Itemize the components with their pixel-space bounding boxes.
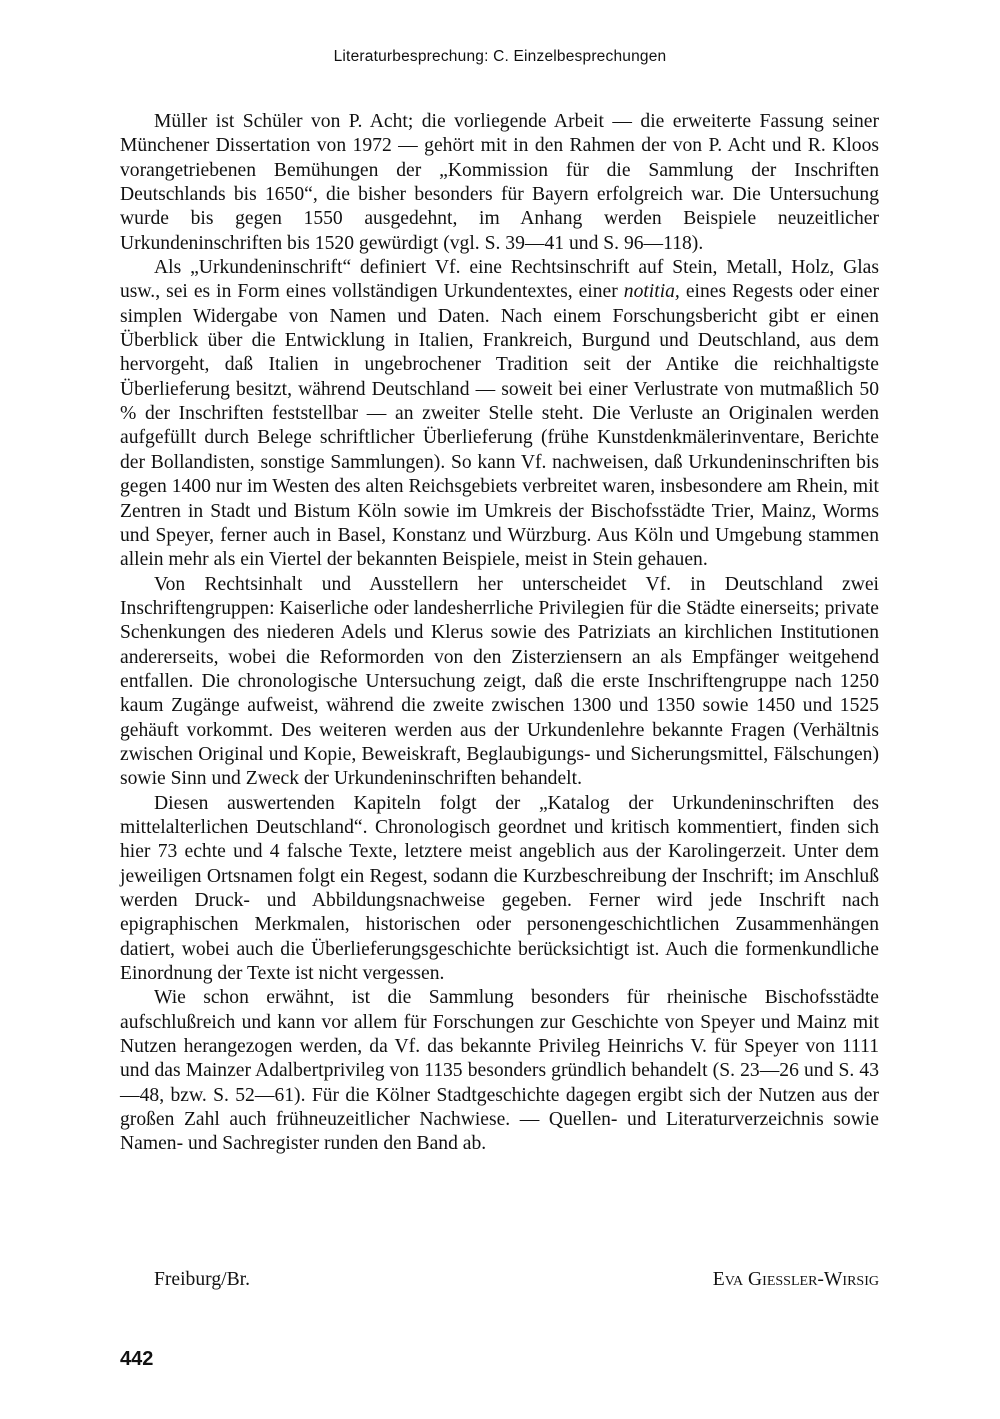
paragraph-3-text: Von Rechtsinhalt und Ausstellern her unterscheidet Vf. in Deutschland zwei Inschriftengruppen: Kaiserliche oder landesherrliche Privilegien für die Städte einerseits; private Schenkungen des niederen Adels und Klerus sowie des Patriziats an kirchlichen Institutionen andererseits, wobei die Reformorden von den Zisterziensern an als Empfänger weitgehend entfallen. Die chronologische Untersuchung zeigt, daß die erste Inschriftengruppe nach 1250 kaum Zugänge aufweist, während die zweite zwischen 1300 und 1350 sowie 1450 und 1525 gehäuft vorkommt. Des weiteren werden aus der Urkundenlehre bekannte Fragen (Verhältnis zwischen Original und Kopie, Beweiskraft, Beglaubigungs- und Sicherungsmittel, Fälschungen) sowie Sinn und Zweck der Urkundeninschriften behandelt. bbox=[120, 573, 879, 790]
paragraph-2-text-b: eines Regests oder einer simplen Widergabe von Namen und Daten. Nach einem Forschungsbericht gibt er einen Überblick über die Entwicklung in Italien, Frankreich, Burgund und Deutschland, aus dem hervorgeht, daß Italien in ungebrochener Tradition seit der Antike die reichhaltigste Überlieferung besitzt, während Deutschland — soweit bei einer Verlustrate von mutmaßlich 50 % der Inschriften feststellbar — an zweiter Stelle steht. Die Verluste an Originalen werden aufgefüllt durch Belege schriftlicher Überlieferung (frühe Kunstdenkmälerinventare, Berichte der Bollandisten, sonstige Sammlungen). So kann Vf. nachweisen, daß Urkundeninschriften bis gegen 1400 nur im Westen des alten Reichsgebiets verbreitet waren, insbesondere am Rhein, mit Zentren in Stadt und Bistum Köln sowie im Umkreis der Bischofsstädte Trier, Mainz, Worms und Speyer, ferner auch in Basel, Konstanz und Würzburg. Aus Köln und Umgebung stammen allein mehr als ein Viertel der bekannten Beispiele, meist in Stein gehauen. bbox=[120, 281, 879, 571]
paragraph-5-text: Wie schon erwähnt, ist die Sammlung besonders für rheinische Bischofsstädte aufschlußreich und kann vor allem für Forschungen zur Geschichte von Speyer und Mainz mit Nutzen herangezogen werden, da Vf. das bekannte Privileg Heinrichs V. für Speyer von 1111 und das Mainzer Adalbertprivileg von 1135 besonders gründlich behandelt (S. 23—26 und S. 43—48, bzw. S. 52—61). Für die Kölner Stadtgeschichte dagegen ergibt sich der Nutzen aus der großen Zahl auch frühneuzeitlicher Nachwiese. — Quellen- und Literaturverzeichnis sowie Namen- und Sachregister runden den Band ab. bbox=[120, 987, 879, 1155]
paragraph-2-text-a: Als „Urkundeninschrift“ definiert Vf. eine Rechtsinschrift auf Stein, Metall, Holz, Glas usw., sei es in Form eines vollständigen Urkundentextes, einer bbox=[120, 257, 879, 303]
running-head: Literaturbesprechung: C. Einzelbesprechungen bbox=[333, 48, 667, 65]
notitia-term: notitia, bbox=[623, 281, 680, 303]
review-body bbox=[120, 110, 879, 1157]
paragraph-2 bbox=[120, 256, 879, 572]
paragraph-4 bbox=[120, 792, 879, 987]
paragraph-1 bbox=[120, 110, 879, 256]
reviewer-name: Eva Giessler-Wirsig bbox=[712, 1269, 879, 1290]
paragraph-4-text: Diesen auswertenden Kapiteln folgt der „Katalog der Urkundeninschriften des mittelalterlichen Deutschland“. Chronologisch geordnet und kritisch kommentiert, finden sich hier 73 echte und 4 falsche Texte, letztere meist angeblich aus der Karolingerzeit. Unter dem jeweiligen Ortsnamen folgt ein Regest, sodann die Kurzbeschreibung der Inschrift; im Anschluß werden Druck- und Abbildungsnachweise gegeben. Ferner wird jede Inschrift nach epigraphischen Merkmalen, historischen oder personengeschichtlichen Zusammenhängen datiert, wobei auch die Überlieferungsgeschichte berücksichtigt ist. Auch die formenkundliche Einordnung der Texte ist nicht vergessen. bbox=[120, 792, 879, 985]
paragraph-1-text: Müller ist Schüler von P. Acht; die vorliegende Arbeit — die erweiterte Fassung seiner Münchener Dissertation von 1972 — gehört mit in den Rahmen der von P. Acht und R. Kloos vorangetriebenen Bemühungen der „Kommission für die Sammlung der Inschriften Deutschlands bis 1650“, die bisher besonders für Bayern erfolgreich war. Die Untersuchung wurde bis gegen 1550 ausgedehnt, im Anhang werden Beispiele neuzeitlicher Urkundeninschriften bis 1520 gewürdigt (vgl. S. 39—41 und S. 96—118). bbox=[120, 111, 879, 254]
paragraph-5 bbox=[120, 986, 879, 1156]
signature-place: Freiburg/Br. bbox=[154, 1269, 250, 1290]
paragraph-3 bbox=[120, 573, 879, 792]
page-number: 442 bbox=[120, 1348, 154, 1370]
